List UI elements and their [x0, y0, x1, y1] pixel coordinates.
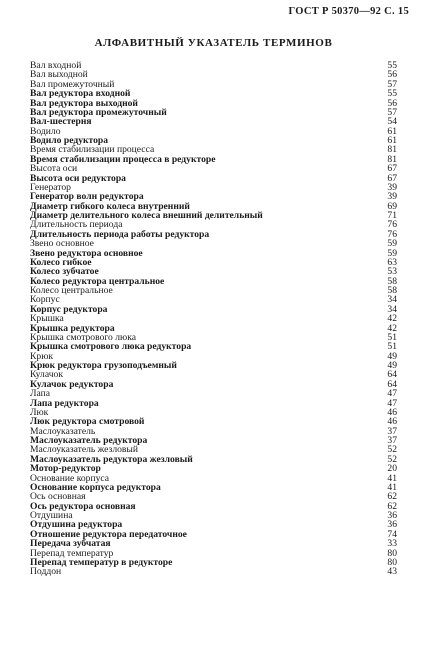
index-entry	[30, 286, 397, 295]
index-entry	[30, 117, 397, 126]
index-page-number: 55	[387, 60, 397, 71]
index-page-number: 76	[387, 228, 397, 240]
index-page-number: 49	[387, 360, 397, 371]
index-page-number: 53	[387, 266, 397, 278]
index-page-number: 74	[387, 528, 397, 540]
index-page-number: 81	[387, 144, 397, 156]
index-page-number: 71	[387, 210, 397, 221]
index-entry	[30, 399, 397, 408]
index-page-number: 42	[387, 313, 397, 325]
index-page-number: 20	[387, 463, 397, 475]
index-page-number: 80	[387, 547, 397, 559]
index-term: Люк редуктора смотровой	[30, 416, 145, 428]
index-page-number: 37	[387, 425, 397, 437]
index-title: АЛФАВИТНЫЙ УКАЗАТЕЛЬ ТЕРМИНОВ	[94, 37, 333, 49]
index-term: Крышка редуктора	[30, 322, 115, 334]
index-term: Время стабилизации процесса	[30, 144, 155, 156]
index-page-number: 76	[387, 219, 397, 231]
index-term: Вал промежуточный	[30, 78, 115, 90]
index-page-number: 52	[387, 444, 397, 456]
index-term: Вал выходной	[30, 69, 88, 81]
index-term: Время стабилизации процесса в редукторе	[30, 153, 216, 165]
index-page-number: 58	[387, 275, 397, 287]
index-page-number: 62	[387, 500, 397, 512]
index-page-number: 33	[387, 538, 397, 550]
index-term: Крышка смотрового люка редуктора	[30, 341, 192, 353]
index-page-number: 56	[387, 97, 397, 109]
index-page-number: 46	[387, 406, 397, 418]
index-term: Вал редуктора входной	[30, 88, 131, 100]
index-page-number: 69	[387, 200, 397, 212]
index-entry	[30, 361, 397, 370]
index-term: Ось основная	[30, 491, 86, 503]
index-term: Звено редуктора основное	[30, 247, 143, 259]
index-term: Перепад температур в редукторе	[30, 556, 173, 568]
index-page-number: 58	[387, 285, 397, 296]
index-term: Ось редуктора основная	[30, 500, 136, 512]
index-term: Отдушина	[30, 510, 73, 521]
index-term: Вал редуктора выходной	[30, 97, 138, 109]
index-term: Вал редуктора промежуточный	[30, 106, 167, 118]
index-page-number: 57	[387, 78, 397, 90]
index-term: Колесо гибкое	[30, 256, 92, 268]
index-page-number: 41	[387, 481, 397, 493]
index-term: Передача зубчатая	[30, 538, 111, 550]
index-term: Основание корпуса редуктора	[30, 481, 161, 493]
index-term: Маслоуказатель редуктора жезловый	[30, 453, 193, 465]
index-term: Крюк	[30, 350, 54, 362]
index-term: Крюк редуктора грузоподъемный	[30, 360, 177, 371]
index-page-number: 57	[387, 106, 397, 118]
index-term: Корпус редуктора	[30, 303, 108, 315]
index-term: Длительность периода	[30, 219, 123, 231]
page-header: ГОСТ Р 50370—92 С. 15	[288, 6, 409, 17]
index-page-number: 34	[387, 303, 397, 315]
index-entry	[30, 558, 397, 567]
index-entry	[30, 174, 397, 183]
index-page-number: 43	[387, 566, 397, 578]
index-page-number: 51	[387, 341, 397, 353]
index-page-number: 47	[387, 397, 397, 409]
index-page-number: 67	[387, 172, 397, 184]
index-page-number: 52	[387, 453, 397, 465]
index-term: Кулачок	[30, 369, 63, 381]
index-term: Диаметр делительного колеса внешний делительный	[30, 210, 263, 221]
index-term: Крышка	[30, 313, 64, 325]
index-page-number: 59	[387, 238, 397, 250]
index-page-number: 47	[387, 388, 397, 400]
index-page-number: 37	[387, 435, 397, 446]
index-term: Диаметр гибкого колеса внутренний	[30, 200, 190, 212]
index-entry	[30, 342, 397, 351]
index-page-number: 34	[387, 294, 397, 306]
index-page-number: 42	[387, 322, 397, 334]
index-term: Водило	[30, 125, 61, 137]
index-page-number: 36	[387, 510, 397, 521]
index-entry	[30, 155, 397, 164]
index-term: Колесо редуктора центральное	[30, 275, 165, 287]
index-term: Маслоуказатель	[30, 425, 96, 437]
index-page-number: 61	[387, 125, 397, 137]
index-term: Лапа	[30, 388, 51, 400]
index-page-number: 51	[387, 331, 397, 343]
index-term: Колесо центральное	[30, 285, 113, 296]
index-term: Вал-шестерня	[30, 116, 92, 128]
index-page-number: 46	[387, 416, 397, 428]
index-page-number: 67	[387, 163, 397, 175]
index-entry	[30, 502, 397, 511]
index-page-number: 41	[387, 472, 397, 484]
index-page-number: 63	[387, 256, 397, 268]
index-term: Генератор волн редуктора	[30, 191, 144, 203]
index-entry	[30, 305, 397, 314]
index-page-number: 64	[387, 378, 397, 390]
index-entry	[30, 380, 397, 389]
index-term: Корпус	[30, 294, 60, 306]
index-term: Поддон	[30, 566, 62, 578]
index-term: Мотор-редуктор	[30, 463, 101, 475]
index-page-number: 56	[387, 69, 397, 81]
index-term: Крышка смотрового люка	[30, 331, 136, 343]
index-page-number: 64	[387, 369, 397, 381]
index-term: Высота оси	[30, 163, 78, 175]
index-entry	[30, 567, 397, 576]
index-page-number: 59	[387, 247, 397, 259]
index-term: Перепад температур	[30, 547, 114, 559]
index-page-number: 61	[387, 135, 397, 146]
index-term: Высота оси редуктора	[30, 172, 126, 184]
index-term: Генератор	[30, 181, 71, 193]
index-term: Основание корпуса	[30, 472, 110, 484]
index-term: Маслоуказатель редуктора	[30, 435, 148, 446]
index-term: Отношение редуктора передаточное	[30, 528, 187, 540]
index-term: Лапа редуктора	[30, 397, 99, 409]
index-term: Вал входной	[30, 60, 82, 71]
index-term: Длительность периода работы редуктора	[30, 228, 210, 240]
index-term: Маслоуказатель жезловый	[30, 444, 139, 456]
index-page-number: 80	[387, 556, 397, 568]
index-term: Кулачок редуктора	[30, 378, 114, 390]
index-page-number: 55	[387, 88, 397, 100]
index-page-number: 39	[387, 181, 397, 193]
index-page-number: 36	[387, 519, 397, 531]
index-page-number: 49	[387, 350, 397, 362]
index-page-number: 81	[387, 153, 397, 165]
index-page-number: 62	[387, 491, 397, 503]
index-term: Звено основное	[30, 238, 94, 250]
index-term: Люк	[30, 406, 49, 418]
index-page-number: 54	[387, 116, 397, 128]
term-index-list	[30, 61, 397, 577]
index-term: Колесо зубчатое	[30, 266, 99, 278]
index-term: Отдушина редуктора	[30, 519, 123, 531]
index-page-number: 39	[387, 191, 397, 203]
index-term: Водило редуктора	[30, 135, 109, 146]
